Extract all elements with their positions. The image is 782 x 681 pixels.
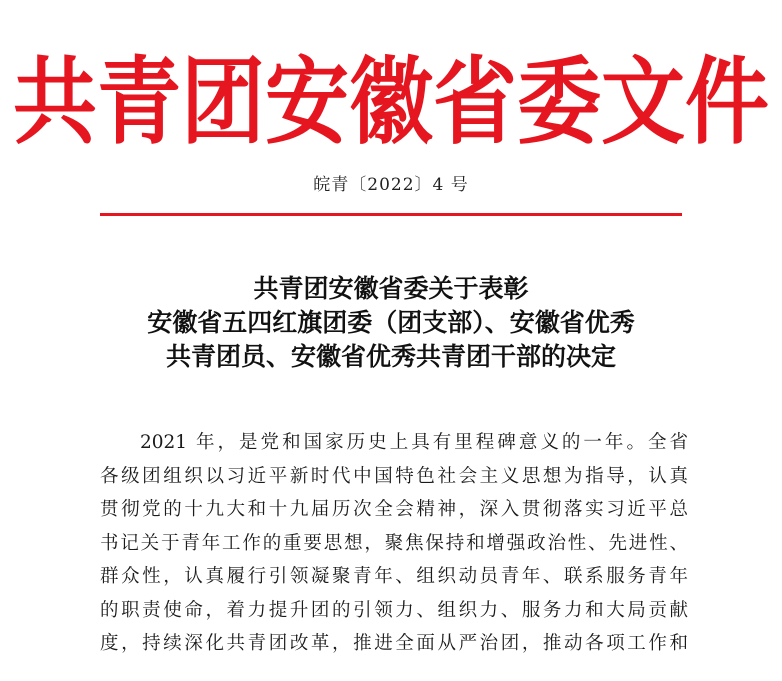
title-line-1: 共青团安徽省委关于表彰 bbox=[253, 274, 529, 303]
body-line: 的职责使命，着力提升团的引领力、组织力、服务力和大局贡献 bbox=[100, 599, 688, 621]
red-divider-line bbox=[100, 213, 682, 216]
body-line: 书记关于青年工作的重要思想，聚焦保持和增强政治性、先进性、 bbox=[100, 532, 688, 554]
body-paragraph bbox=[100, 426, 688, 661]
body-line: 各级团组织以习近平新时代中国特色社会主义思想为指导，认真 bbox=[100, 465, 688, 487]
masthead-title: 共青团安徽省委文件 bbox=[12, 47, 769, 157]
body-line: 贯彻党的十九大和十九届历次全会精神，深入贯彻落实习近平总 bbox=[100, 499, 688, 520]
document-number: 皖青〔2022〕4 号 bbox=[313, 175, 469, 195]
body-line: 群众性，认真履行引领凝聚青年、组织动员青年、联系服务青年 bbox=[100, 566, 688, 587]
body-line: 2021 年，是党和国家历史上具有里程碑意义的一年。全省 bbox=[140, 432, 688, 453]
title-line-3: 共青团员、安徽省优秀共青团干部的决定 bbox=[165, 342, 616, 371]
body-line: 度，持续深化共青团改革，推进全面从严治团，推动各项工作和 bbox=[100, 633, 688, 654]
document-title bbox=[60, 272, 722, 374]
title-line-2: 安徽省五四红旗团委（团支部）、安徽省优秀 bbox=[147, 308, 635, 337]
